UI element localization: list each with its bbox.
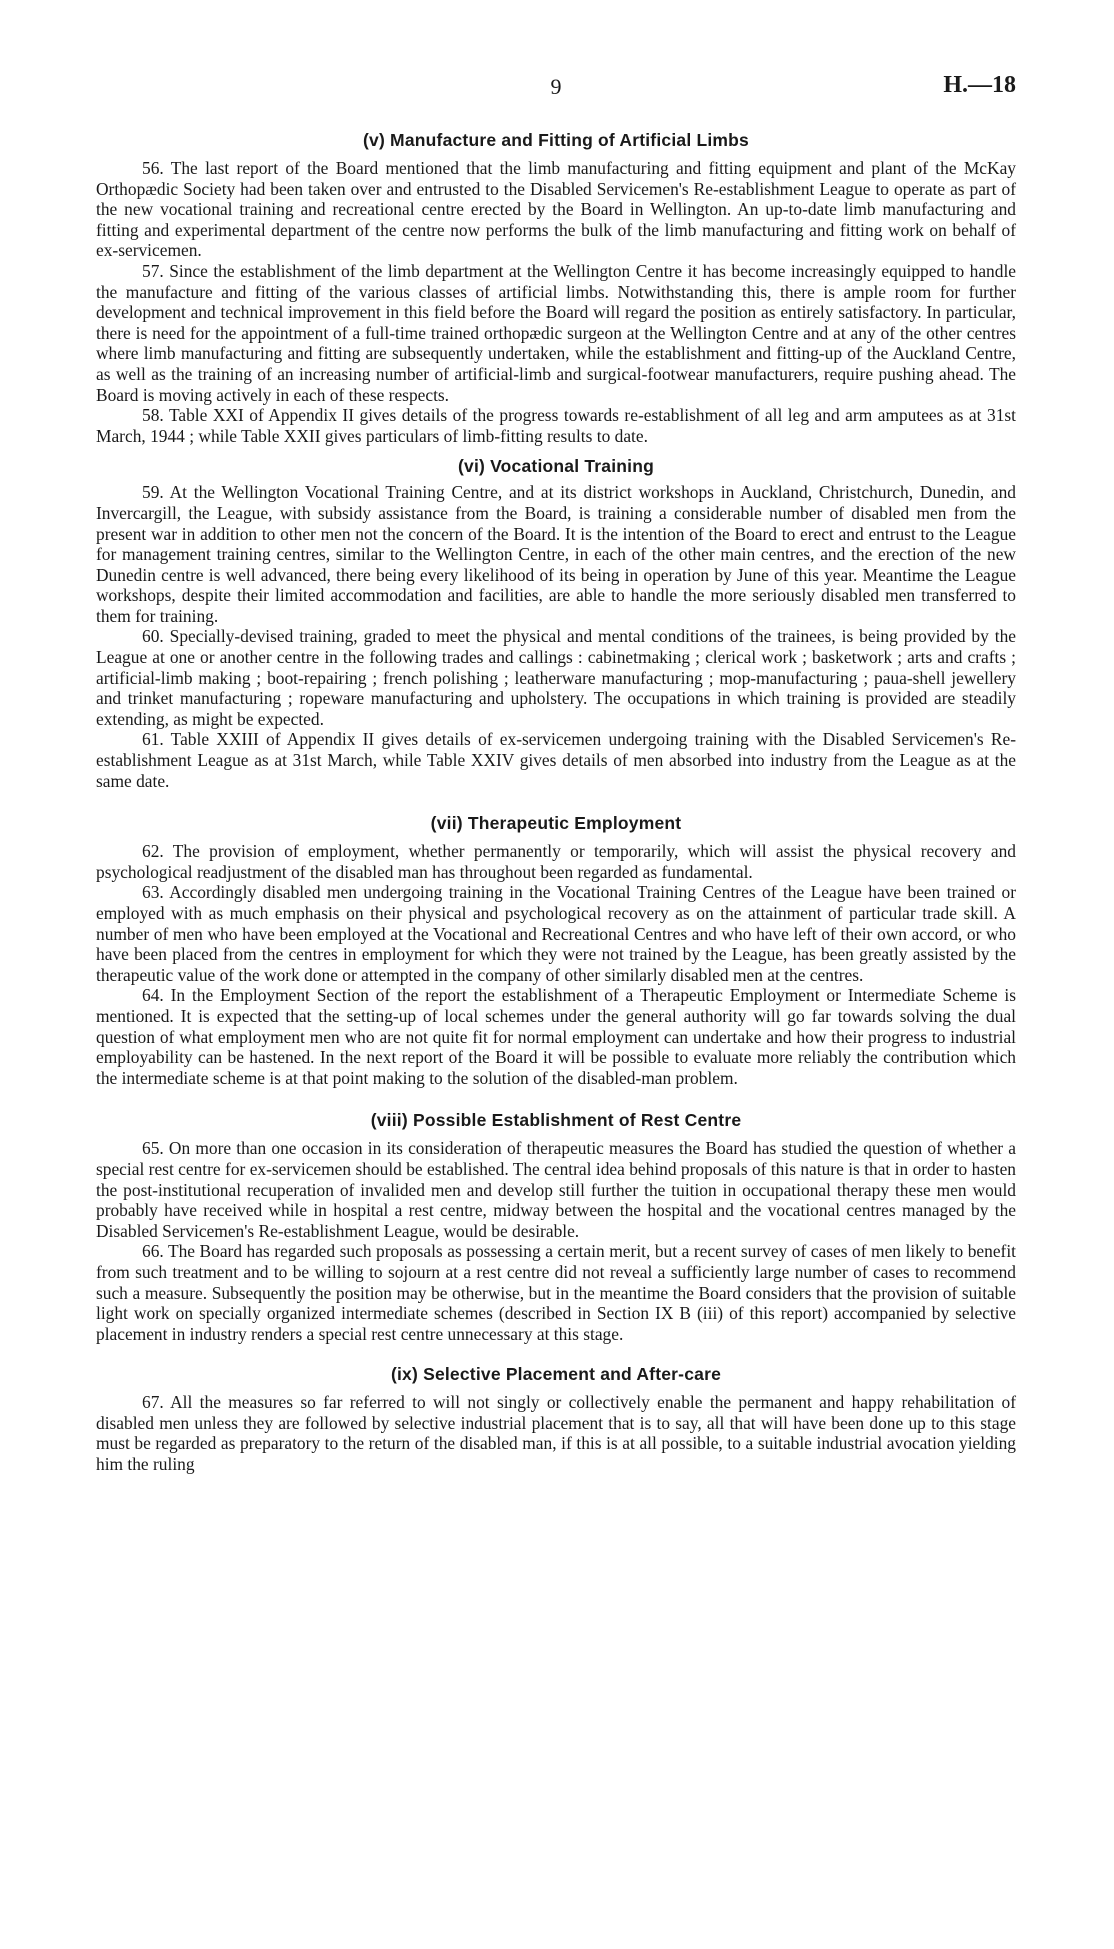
paragraph-63: 63. Accordingly disabled men undergoing training in the Vocational Training Centres of the League have been trained or employed with as much emphasis on their physical and psychological recovery as on the attainment of particular trade skill. A number of men who have been employed at the Vocational and Recreational Centres and who have left of their own accord, or who have been placed from the centres in employment for which they were not trained by the League, has been greatly assisted by the therapeutic value of the work done or attempted in the company of other similarly disabled men at the centres. xyxy=(96,882,1016,985)
page-number: 9 xyxy=(550,74,562,99)
section-artificial-limbs xyxy=(96,128,1016,446)
section-heading: (viii) Possible Establishment of Rest Centre xyxy=(370,1110,742,1131)
paragraph-64: 64. In the Employment Section of the report the establishment of a Therapeutic Employment or Intermediate Scheme is mentioned. It is expected that the setting-up of local schemes under the general authority will go far towards solving the dual question of what employment men who are not quite fit for normal employment can undertake and how their progress to industrial employability can be hastened. In the next report of the Board it will be possible to evaluate more reliably the contribution which the intermediate scheme is at that point making to the solution of the disabled-man problem. xyxy=(96,985,1016,1088)
document-page xyxy=(96,74,1016,1475)
paragraph-59: 59. At the Wellington Vocational Training Centre, and at its district workshops in Auckland, Christchurch, Dunedin, and Invercargill, the League, with subsidy assistance from the Board, is training a considerable number of disabled men from the present war in addition to other men not the concern of the Board. It is the intention of the Board to erect and entrust to the League for management training centres, similar to the Wellington Centre, in each of the other main centres, and the erection of the new Dunedin centre is well advanced, there being every likelihood of its being in operation by June of this year. Meantime the League workshops, despite their limited accommodation and facilities, are able to handle the more seriously disabled men transferred to them for training. xyxy=(96,482,1016,626)
paragraph-56: 56. The last report of the Board mentioned that the limb manufacturing and fitting equipment and plant of the McKay Orthopædic Society had been taken over and entrusted to the Disabled Servicemen's Re-establishment League to operate as part of the new vocational training and recreational centre erected by the Board in Wellington. An up-to-date limb manufacturing and fitting and experimental department of the centre now performs the bulk of the limb manufacturing and fitting work on behalf of ex-servicemen. xyxy=(96,158,1016,261)
section-heading: (v) Manufacture and Fitting of Artificial Limbs xyxy=(363,130,749,150)
section-heading: (vi) Vocational Training xyxy=(457,456,655,477)
section-therapeutic-employment xyxy=(96,811,1016,1088)
paragraph-60: 60. Specially-devised training, graded to meet the physical and mental conditions of the trainees, is being provided by the League at one or another centre in the following trades and callings : cabinetmaking ; clerical work ; basketwork ; arts and crafts ; artificial-limb making ; boot-repairing ; french polishing ; leatherware manufacturing ; mop-manufacturing ; paua-shell jewellery and trinket manufacturing ; ropeware manufacturing and upholstery. The occupations in which training is provided are steadily extending, as might be expected. xyxy=(96,626,1016,729)
section-rest-centre xyxy=(96,1108,1016,1344)
section-heading: (vii) Therapeutic Employment xyxy=(430,813,682,834)
section-vocational-training xyxy=(96,454,1016,791)
paragraph-66: 66. The Board has regarded such proposals as possessing a certain merit, but a recent survey of cases of men likely to benefit from such treatment and to be willing to sojourn at a rest centre did not reveal a sufficiently large number of cases to recommend such a measure. Subsequently the position may be otherwise, but in the meantime the Board considers that the provision of suitable light work on specially organized intermediate schemes (described in Section IX B (iii) of this report) accompanied by selective placement in industry renders a special rest centre unnecessary at this stage. xyxy=(96,1241,1016,1344)
paragraph-58: 58. Table XXI of Appendix II gives details of the progress towards re-establishment of all leg and arm amputees as at 31st March, 1944 ; while Table XXII gives particulars of limb-fitting results to date. xyxy=(96,405,1016,446)
paragraph-65: 65. On more than one occasion in its consideration of therapeutic measures the Board has studied the question of whether a special rest centre for ex-servicemen should be established. The central idea behind proposals of this nature is that in order to hasten the post-institutional recuperation of invalided men and develop still further the tuition in occupational therapy these men would probably have received while in hospital a rest centre, midway between the hospital and the vocational centres managed by the Disabled Servicemen's Re-establishment League, would be desirable. xyxy=(96,1138,1016,1241)
page-header xyxy=(96,74,1016,106)
paragraph-57: 57. Since the establishment of the limb department at the Wellington Centre it has become increasingly equipped to handle the manufacture and fitting of the various classes of artificial limbs. Notwithstanding this, there is ample room for further development and technical improvement in this field before the Board will regard the position as entirely satisfactory. In particular, there is need for the appointment of a full-time trained orthopædic surgeon at the Wellington Centre and at any of the other centres where limb manufacturing and fitting are subsequently undertaken, while the establishment and fitting-up of the Auckland Centre, as well as the training of an increasing number of artificial-limb and surgical-footwear manufacturers, require pushing ahead. The Board is moving actively in each of these respects. xyxy=(96,260,1016,405)
paragraph-61: 61. Table XXIII of Appendix II gives details of ex-servicemen undergoing training with the Disabled Servicemen's Re-establishment League as at 31st March, while Table XXIV gives details of men absorbed into industry from the League as at the same date. xyxy=(96,729,1016,791)
section-selective-placement xyxy=(96,1362,1016,1474)
paragraph-67: 67. All the measures so far referred to will not singly or collectively enable the permanent and happy rehabilitation of disabled men unless they are followed by selective industrial placement that is to say, all that will have been done up to this stage must be regarded as preparatory to the return of the disabled man, if this is at all possible, to a suitable industrial avocation yielding him the ruling xyxy=(96,1392,1016,1475)
section-heading: (ix) Selective Placement and After-care xyxy=(390,1364,722,1385)
paragraph-62: 62. The provision of employment, whether permanently or temporarily, which will assist the physical recovery and psychological readjustment of the disabled man has throughout been regarded as fundamental. xyxy=(96,841,1016,882)
document-reference: H.—18 xyxy=(943,72,1016,98)
